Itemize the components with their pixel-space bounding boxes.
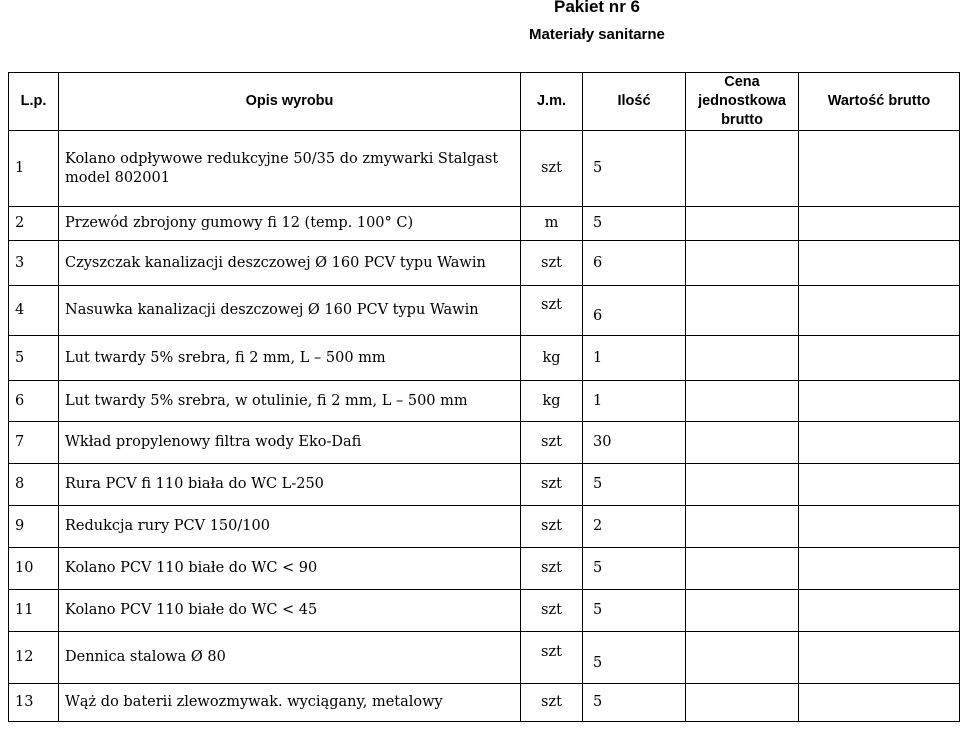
cell-qty: 6 [583, 241, 686, 286]
cell-value [799, 241, 960, 286]
document-title: Pakiet nr 6 [554, 0, 640, 16]
cell-lp: 12 [9, 632, 59, 684]
cell-lp: 13 [9, 684, 59, 722]
cell-value [799, 506, 960, 548]
cell-lp: 5 [9, 336, 59, 381]
cell-qty: 5 [583, 207, 686, 241]
col-header-name: Opis wyrobu [59, 73, 521, 131]
cell-price [686, 632, 799, 684]
cell-qty: 1 [583, 381, 686, 422]
cell-price [686, 684, 799, 722]
cell-unit: kg [521, 381, 583, 422]
cell-price [686, 548, 799, 590]
items-table [8, 72, 960, 722]
cell-lp: 2 [9, 207, 59, 241]
cell-value [799, 336, 960, 381]
cell-unit: szt [521, 590, 583, 632]
cell-lp: 8 [9, 464, 59, 506]
cell-lp: 11 [9, 590, 59, 632]
cell-lp: 10 [9, 548, 59, 590]
cell-qty: 5 [583, 131, 686, 207]
table-row [9, 381, 960, 422]
cell-name: Lut twardy 5% srebra, w otulinie, fi 2 mm, L – 500 mm [59, 381, 521, 422]
table-row [9, 548, 960, 590]
cell-price [686, 336, 799, 381]
cell-unit: szt [521, 506, 583, 548]
cell-unit: kg [521, 336, 583, 381]
cell-value [799, 131, 960, 207]
cell-value [799, 684, 960, 722]
cell-price [686, 131, 799, 207]
cell-unit: szt [521, 684, 583, 722]
cell-value [799, 207, 960, 241]
table-row [9, 336, 960, 381]
cell-price [686, 590, 799, 632]
cell-lp: 1 [9, 131, 59, 207]
cell-name: Wąż do baterii zlewozmywak. wyciągany, metalowy [59, 684, 521, 722]
cell-price [686, 464, 799, 506]
cell-unit: szt [521, 548, 583, 590]
table-row [9, 241, 960, 286]
cell-name: Kolano PCV 110 białe do WC < 90 [59, 548, 521, 590]
cell-lp: 7 [9, 422, 59, 464]
cell-name: Kolano PCV 110 białe do WC < 45 [59, 590, 521, 632]
cell-price [686, 286, 799, 336]
cell-name: Dennica stalowa Ø 80 [59, 632, 521, 684]
cell-qty: 5 [583, 590, 686, 632]
col-header-unit: J.m. [521, 73, 583, 131]
cell-name: Redukcja rury PCV 150/100 [59, 506, 521, 548]
cell-price [686, 422, 799, 464]
unit-text: szt [541, 297, 562, 313]
cell-value [799, 590, 960, 632]
col-header-price: Cena jednostkowa brutto [686, 73, 799, 131]
cell-qty [583, 632, 686, 684]
cell-name: Wkład propylenowy filtra wody Eko-Dafi [59, 422, 521, 464]
cell-unit: szt [521, 422, 583, 464]
table-row [9, 464, 960, 506]
document-subtitle: Materiały sanitarne [529, 26, 665, 43]
table-row [9, 632, 960, 684]
cell-qty: 2 [583, 506, 686, 548]
cell-price [686, 381, 799, 422]
cell-qty: 1 [583, 336, 686, 381]
cell-lp: 6 [9, 381, 59, 422]
cell-name: Rura PCV fi 110 biała do WC L-250 [59, 464, 521, 506]
cell-name: Nasuwka kanalizacji deszczowej Ø 160 PCV typu Wawin [59, 286, 521, 336]
cell-name: Lut twardy 5% srebra, fi 2 mm, L – 500 mm [59, 336, 521, 381]
cell-unit: szt [521, 241, 583, 286]
cell-value [799, 464, 960, 506]
table-row [9, 207, 960, 241]
col-header-qty: Ilość [583, 73, 686, 131]
cell-name: Kolano odpływowe redukcyjne 50/35 do zmywarki Stalgast model 802001 [59, 131, 521, 207]
cell-name: Czyszczak kanalizacji deszczowej Ø 160 PCV typu Wawin [59, 241, 521, 286]
qty-text: 6 [593, 308, 603, 324]
cell-qty: 30 [583, 422, 686, 464]
cell-price [686, 506, 799, 548]
cell-qty: 5 [583, 684, 686, 722]
cell-qty: 5 [583, 464, 686, 506]
table-row [9, 422, 960, 464]
cell-unit: szt [521, 131, 583, 207]
cell-value [799, 632, 960, 684]
cell-lp: 4 [9, 286, 59, 336]
col-header-lp: L.p. [9, 73, 59, 131]
cell-unit [521, 632, 583, 684]
cell-value [799, 548, 960, 590]
col-header-value: Wartość brutto [799, 73, 960, 131]
cell-unit [521, 286, 583, 336]
cell-price [686, 207, 799, 241]
cell-lp: 9 [9, 506, 59, 548]
cell-value [799, 381, 960, 422]
cell-qty [583, 286, 686, 336]
cell-value [799, 286, 960, 336]
table-row [9, 590, 960, 632]
table-row [9, 506, 960, 548]
cell-qty: 5 [583, 548, 686, 590]
qty-text: 5 [593, 655, 603, 671]
table-header-row [9, 73, 960, 131]
cell-unit: m [521, 207, 583, 241]
unit-text: szt [541, 644, 562, 660]
table-row [9, 684, 960, 722]
cell-lp: 3 [9, 241, 59, 286]
table-row [9, 131, 960, 207]
cell-price [686, 241, 799, 286]
cell-name: Przewód zbrojony gumowy fi 12 (temp. 100° C) [59, 207, 521, 241]
cell-unit: szt [521, 464, 583, 506]
cell-value [799, 422, 960, 464]
table-row [9, 286, 960, 336]
